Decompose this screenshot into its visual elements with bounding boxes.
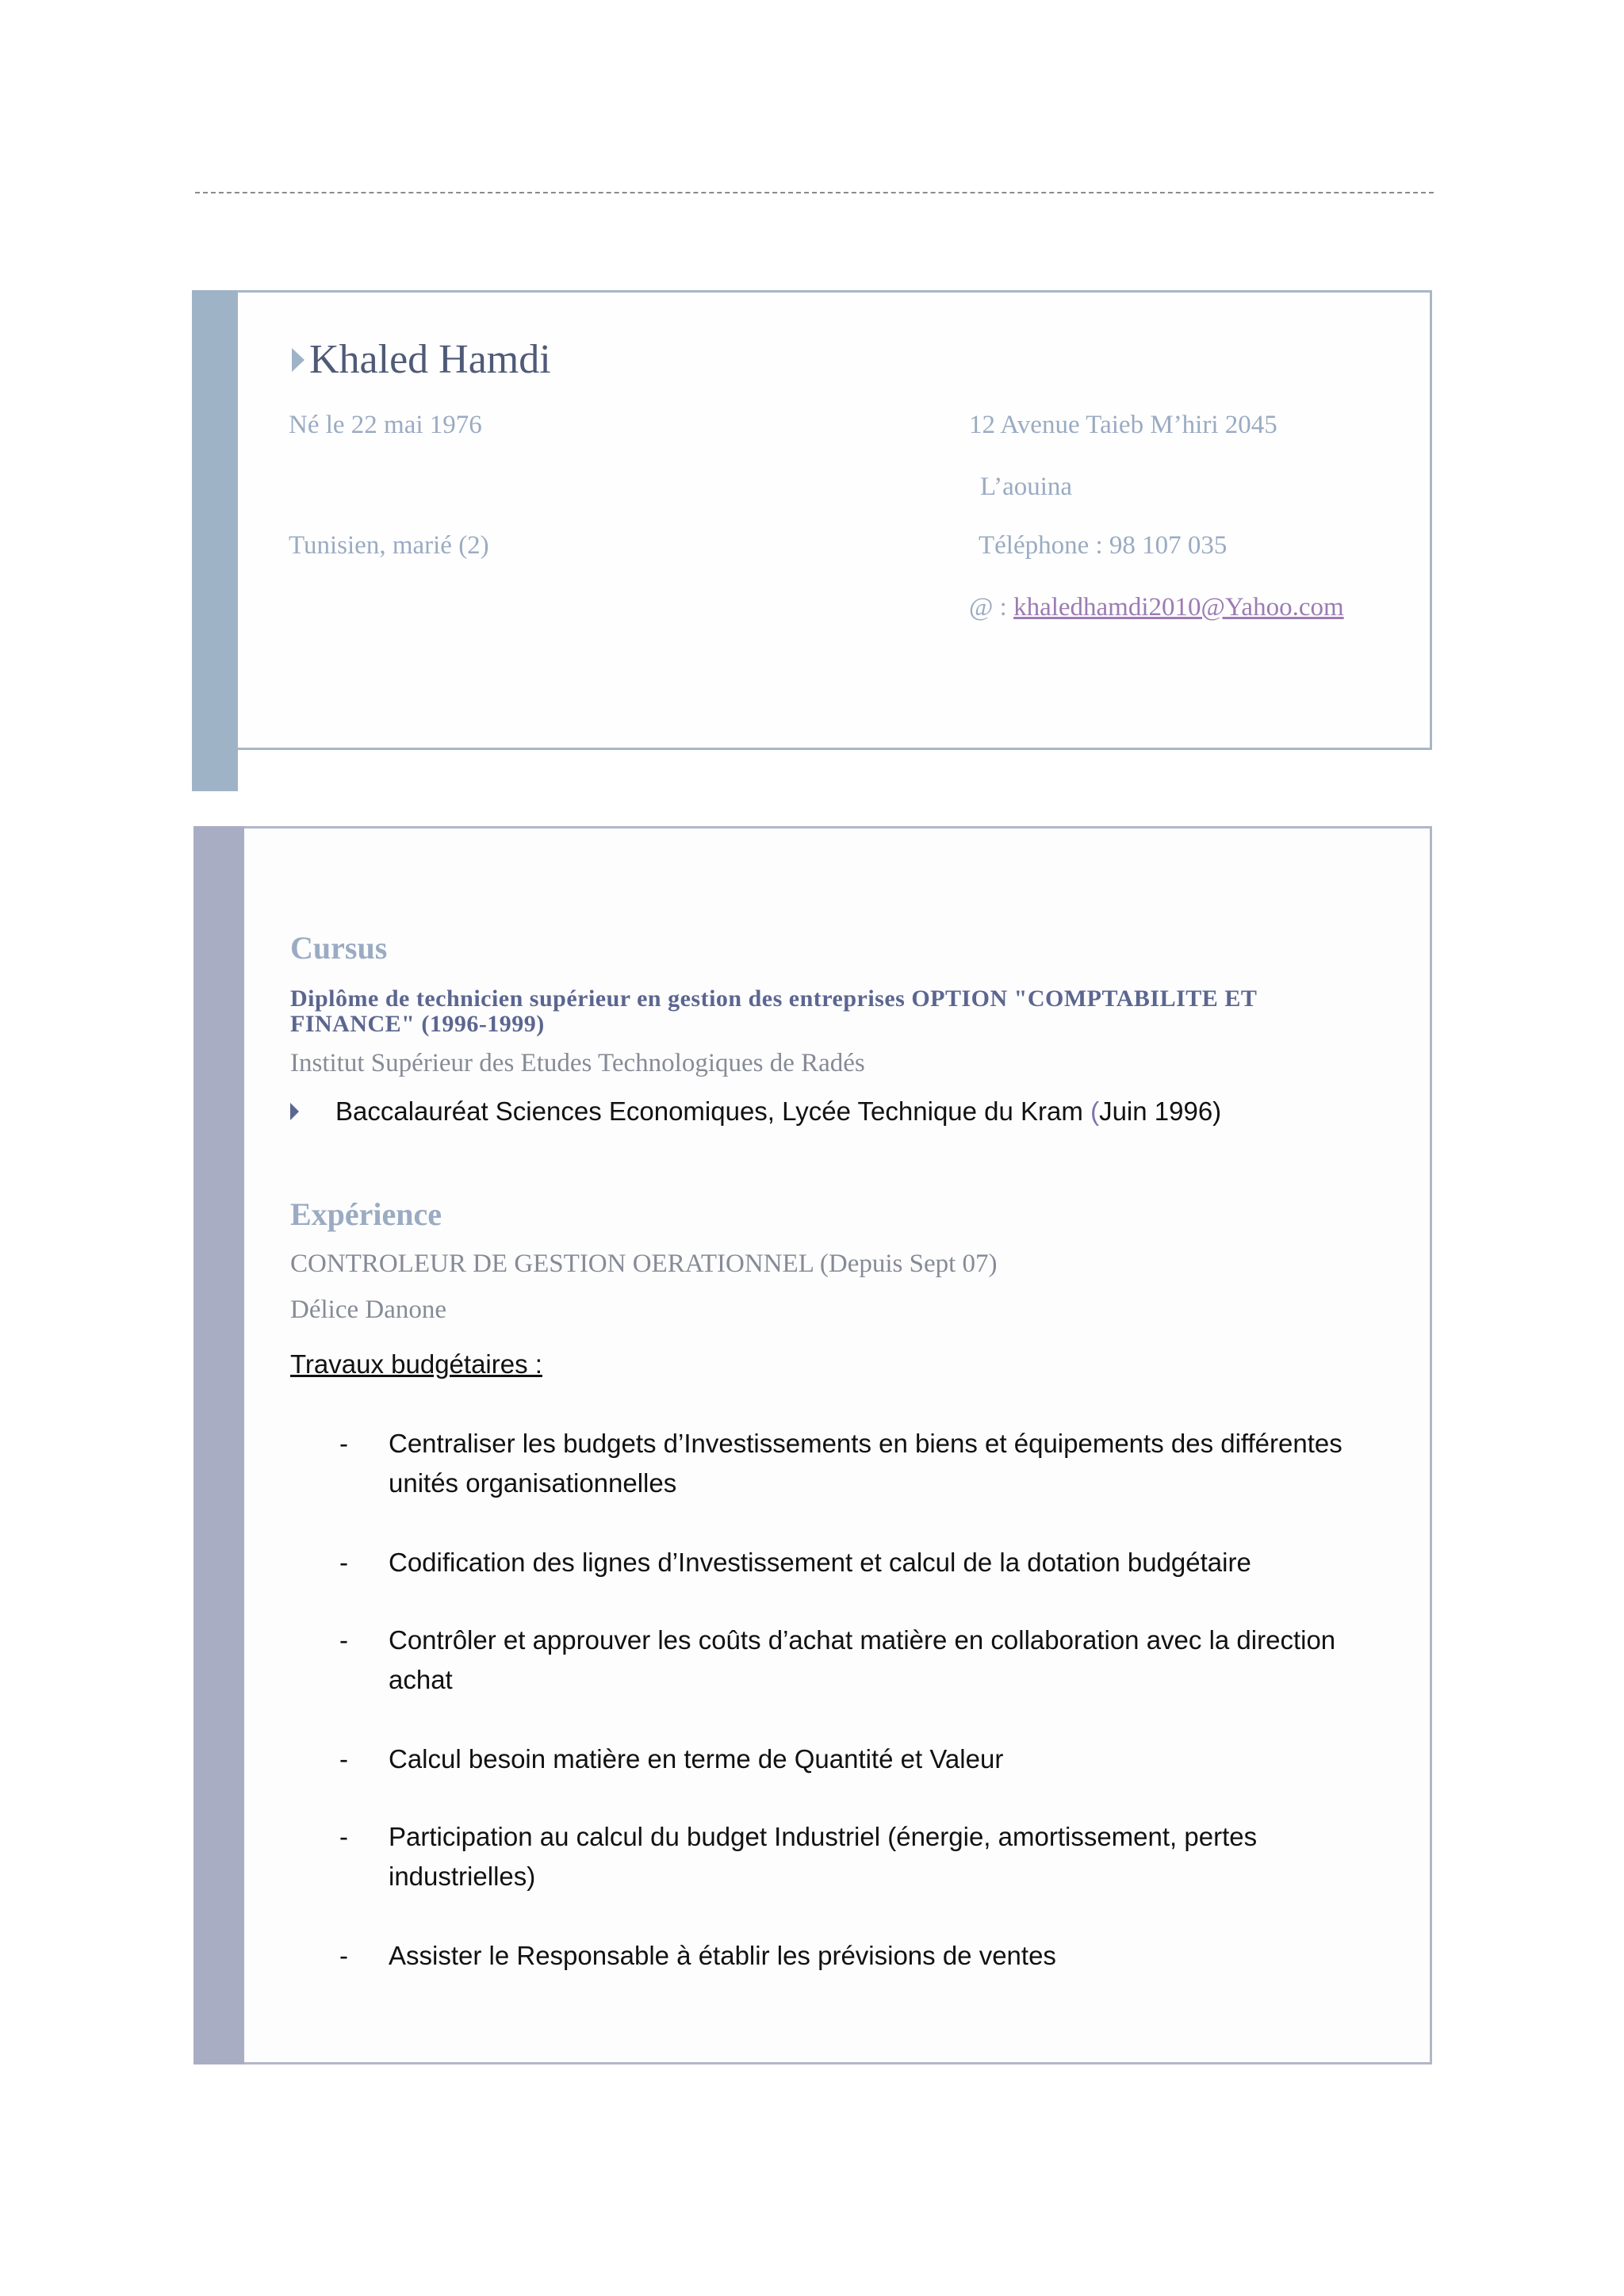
task-list	[339, 1424, 1386, 1976]
phone: Téléphone : 98 107 035	[979, 531, 1228, 560]
address-line-1: 12 Avenue Taieb M’hiri 2045	[969, 411, 1277, 439]
resume-body-accent-bar	[193, 826, 244, 2064]
degree-title: Diplôme de technicien supérieur en gestion des entreprises OPTION "COMPTABILITE ET FINANCE" (1996-1999)	[290, 985, 1257, 1037]
task-item: - Contrôler et approuver les coûts d’achat matière en collaboration avec la direction achat	[339, 1625, 1336, 1694]
email-link[interactable]: khaledhamdi2010@Yahoo.com	[1013, 593, 1344, 622]
bac-text: Baccalauréat Sciences Economiques, Lycée Technique du Kram (Juin 1996)	[335, 1096, 1222, 1126]
cursus-heading: Cursus	[290, 930, 388, 966]
nationality-status: Tunisien, marié (2)	[289, 531, 489, 560]
company-name: Délice Danone	[290, 1295, 446, 1324]
task-item: - Calcul besoin matière en terme de Quantité et Valeur	[339, 1744, 1004, 1774]
bullet-triangle-icon	[290, 1103, 299, 1120]
candidate-name	[292, 336, 551, 383]
task-item: - Centraliser les budgets d’Investissements en biens et équipements des différentes unités organisationnelles	[339, 1429, 1342, 1498]
email-prefix: @ :	[969, 593, 1014, 622]
experience-heading: Expérience	[290, 1196, 442, 1232]
task-item: - Participation au calcul du budget Industriel (énergie, amortissement, pertes industrielles)	[339, 1822, 1258, 1891]
task-item: - Assister le Responsable à établir les prévisions de ventes	[339, 1941, 1056, 1970]
tasks-heading: Travaux budgétaires :	[290, 1349, 542, 1379]
birth-date: Né le 22 mai 1976	[289, 411, 482, 439]
institute: Institut Supérieur des Etudes Technologiques de Radés	[290, 1049, 865, 1077]
job-position: CONTROLEUR DE GESTION OERATIONNEL (Depuis Sept 07)	[290, 1249, 998, 1278]
candidate-name-text: Khaled Hamdi	[309, 337, 551, 382]
email-line	[969, 593, 1344, 622]
task-item: - Codification des lignes d’Investissement et calcul de la dotation budgétaire	[339, 1548, 1251, 1577]
bac-item	[290, 1096, 1221, 1127]
bullet-triangle-icon	[292, 348, 304, 372]
contact-card-accent-bar	[192, 290, 238, 791]
top-dashed-rule	[195, 192, 1434, 193]
address-line-2: L’aouina	[980, 473, 1073, 501]
